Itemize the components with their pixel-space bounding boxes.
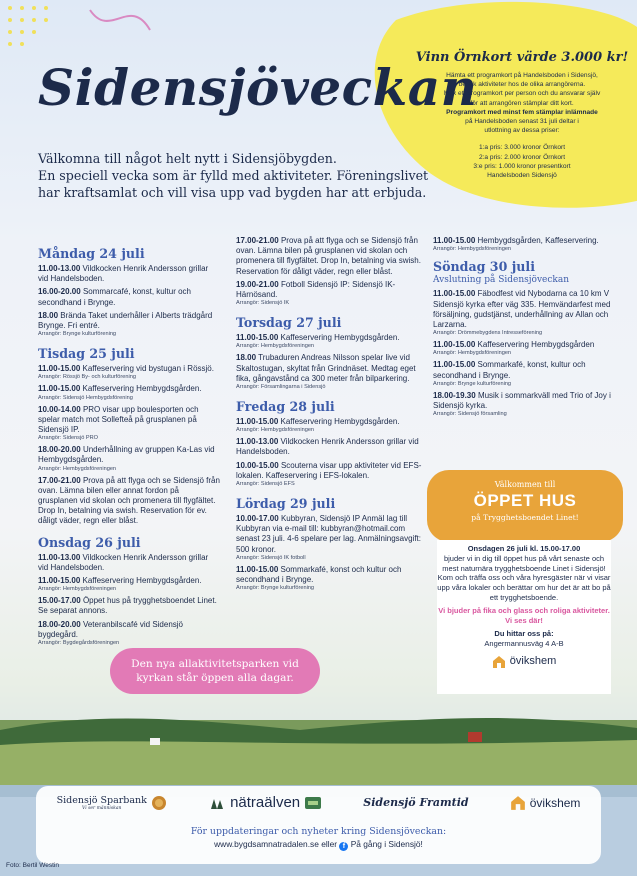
schedule-column-2 bbox=[236, 236, 422, 595]
open-house-find-label: Du hittar oss på: bbox=[494, 629, 554, 639]
event-organizer: Arrangör: Sidensjö Hembygdsförening bbox=[38, 394, 133, 401]
event-time: 11.00-15.00 bbox=[433, 360, 476, 370]
event-text: Trubaduren Andreas Nilsson spelar live vid Skaltostugan, skyltat från Grindnäset. Medtag eget fika, gångavstånd ca 300 meter från bilparkering. bbox=[236, 353, 416, 383]
event-item bbox=[433, 236, 617, 253]
event-item bbox=[38, 445, 220, 472]
open-house-box bbox=[437, 540, 611, 694]
event-item bbox=[236, 565, 422, 592]
sparbank-emblem-icon bbox=[151, 795, 167, 811]
day-heading-friday: Fredag 28 juli bbox=[236, 399, 335, 415]
event-item bbox=[38, 364, 220, 381]
event-time: 11.00-15.00 bbox=[38, 576, 81, 586]
tree-icon bbox=[208, 797, 226, 809]
footer-update-text: För uppdateringar och nyheter kring Sidensjöveckan: bbox=[190, 826, 447, 837]
sponsor-ovikshem bbox=[510, 795, 581, 811]
event-time: 11.00-15.00 bbox=[433, 236, 476, 245]
sponsor-natraalven bbox=[208, 794, 322, 811]
event-organizer: Arrangör: Rössjö By- och kulturförening bbox=[38, 374, 136, 381]
event-time: 18.00 bbox=[38, 310, 59, 320]
event-organizer: Arrangör: Brynge kulturförening bbox=[433, 380, 512, 387]
event-item bbox=[38, 620, 220, 647]
event-text: Hembygdsgården, Kaffeservering. bbox=[477, 236, 599, 245]
house-icon bbox=[510, 795, 526, 811]
intro-line: Välkomna till något helt nytt i Sidensjöbygden. bbox=[38, 151, 337, 166]
event-organizer: Arrangör: Hembygdsföreningen bbox=[38, 586, 117, 593]
event-text: Sommarcafé, konst, kultur och secondhand i Brynge. bbox=[38, 287, 191, 307]
contest-prizes bbox=[412, 143, 632, 180]
event-time: 11.00-13.00 bbox=[38, 552, 81, 562]
open-house-when: Onsdagen 26 juli kl. 15.00-17.00 bbox=[467, 544, 581, 553]
event-text: Kaffeservering Hembygdsgården. bbox=[280, 417, 400, 427]
open-house-subtitle: på Trygghetsboendet Linet! bbox=[471, 513, 579, 522]
footer-panel bbox=[36, 786, 601, 864]
open-house-offer: Vi bjuder på fika och glass och roliga aktiviteter. Vi ses där! bbox=[438, 605, 610, 625]
event-organizer: Arrangör: Hembygdsföreningen bbox=[38, 465, 117, 472]
event-time: 18.00-20.00 bbox=[38, 445, 81, 455]
event-item bbox=[236, 280, 422, 307]
day-heading-sunday: Söndag 30 juli bbox=[433, 259, 535, 275]
anniversary-badge-icon bbox=[304, 796, 322, 810]
prize-line: 1:a pris: 3.000 kronor Örnkort bbox=[478, 144, 566, 152]
footer-links bbox=[36, 839, 601, 851]
schedule-column-3 bbox=[433, 236, 617, 421]
event-text: Kubbyran, Sidensjö IP Anmäl lag till Kubbyran via e-mail till: kubbyran@hotmail.com senast 23 juli. 4-6 spelare per lag. Anmälningsavgift: 500 kronor. bbox=[236, 514, 421, 554]
event-text: Kaffeservering Hembygdsgården. bbox=[82, 576, 202, 586]
event-text: Prova på att flyga och se Sidensjö från ovan. Lämna bilen eller annat fordon på grusplanen vid skolan och promenera till flygfältet. Drop In, betalning via swish. Reservation för ev. dåligt väder, regn eller blåst. bbox=[38, 475, 220, 526]
event-organizer: Arrangör: Bygdegårdsföreningen bbox=[38, 640, 120, 647]
event-organizer: Arrangör: Brynge kulturförening bbox=[38, 331, 117, 338]
contest-line: på Handelsboden senast 31 juli deltar i bbox=[465, 118, 579, 126]
activity-park-bubble bbox=[110, 648, 320, 694]
day-heading-monday: Måndag 24 juli bbox=[38, 246, 145, 261]
event-time: 19.00-21.00 bbox=[236, 279, 279, 289]
contest-line: Hämta ett programkort på Handelsboden i Sidensjö, bbox=[446, 72, 598, 79]
open-house-welcome: Välkommen till bbox=[494, 480, 556, 489]
event-time: 18.00 bbox=[236, 353, 257, 363]
facebook-icon: f bbox=[339, 842, 348, 851]
event-item bbox=[38, 405, 220, 443]
sponsor-sidensjo-framtid: Sidensjö Framtid bbox=[363, 796, 469, 809]
event-text: Kaffeservering Hembygdsgården. bbox=[82, 384, 202, 394]
event-time: 15.00-17.00 bbox=[38, 596, 81, 606]
sponsor-sparbank-tagline: Vi ser människan bbox=[82, 805, 122, 811]
open-house-title: ÖPPET HUS bbox=[473, 491, 577, 510]
event-text: Vildkocken Henrik Andersson grillar vid Handelsboden. bbox=[236, 437, 419, 457]
event-time: 10.00-17.00 bbox=[236, 514, 279, 524]
event-time: 17.00-21.00 bbox=[38, 475, 81, 485]
event-text: Brända Taket underhåller i Alberts trädgård Brynge. Fri entré. bbox=[38, 310, 213, 331]
event-organizer: Arrangör: Hembygdsföreningen bbox=[433, 350, 512, 357]
event-text: Sommarkafé, konst och kultur och secondhand i Brynge. bbox=[236, 564, 402, 585]
contest-line: Programkort med minst fem stämplar inlämnade bbox=[446, 108, 598, 116]
event-organizer: Arrangör: Sidensjö PRO bbox=[38, 435, 99, 442]
event-text: Prova på att flyga och se Sidensjö från ovan. Lämna bilen på grusplanen vid skolan och promenera till flygfältet. Drop In, betalning via swish. Reservation för dåligt väder, regn eller blåst. bbox=[236, 236, 421, 276]
event-item bbox=[38, 596, 220, 616]
house-icon bbox=[492, 655, 506, 669]
open-house-badge bbox=[427, 470, 623, 542]
intro-line: har kraftsamlat och vill visa upp vad bygden har att erbjuda. bbox=[38, 185, 427, 200]
event-organizer: Arrangör: Sidensjö EFS bbox=[236, 481, 295, 488]
day-heading-tuesday: Tisdag 25 juli bbox=[38, 346, 135, 362]
event-time: 11.00-15.00 bbox=[433, 289, 476, 299]
prize-line: 2:a pris: 2.000 kronor Örnkort bbox=[478, 153, 566, 161]
intro-line: En speciell vecka som är fylld med aktiviteter. Föreningslivet bbox=[38, 168, 429, 183]
open-house-body: bjuder vi in dig till öppet hus på vårt senaste och mest naturnära trygghetsboende Linet i Sidensjö! Kom och träffa oss och våra hyresgäster när vi visar upp våra lokaler och berättar om hur det är att bo på ett trygghetsboende. bbox=[437, 553, 611, 602]
photo-credit: Foto: Bertil Westin bbox=[6, 862, 59, 869]
contest-body bbox=[412, 71, 632, 135]
event-text: Musik i sommarkväll med Trio of Joy i Sidensjö kyrka. bbox=[433, 390, 611, 411]
event-item bbox=[236, 461, 422, 488]
schedule-column-1 bbox=[38, 238, 220, 650]
event-time: 11.00-15.00 bbox=[38, 384, 81, 394]
contest-line: för att arrangören stämplar ditt kort. bbox=[470, 99, 574, 107]
day-heading-wednesday: Onsdag 26 juli bbox=[38, 534, 141, 550]
intro-text bbox=[38, 150, 438, 201]
day-subtitle-sunday: Avslutning på Sidensjöveckan bbox=[433, 275, 570, 286]
contest-line: utlottning av dessa priser: bbox=[484, 127, 560, 135]
event-time: 11.00-15.00 bbox=[236, 417, 279, 427]
event-time: 11.00-13.00 bbox=[236, 437, 279, 447]
event-time: 11.00-15.00 bbox=[433, 340, 476, 350]
ovikshem-logo bbox=[437, 655, 611, 669]
event-text: Scouterna visar upp aktiviteter vid EFS-lokalen. Kaffeservering i EFS-lokalen. bbox=[236, 460, 422, 480]
event-item bbox=[236, 514, 422, 562]
event-item bbox=[38, 287, 220, 307]
page-title: Sidensjöveckan bbox=[38, 58, 478, 117]
event-text: Fotboll Sidensjö IP: Sidensjö IK-Härnösand. bbox=[236, 279, 396, 300]
event-organizer: Arrangör: Sidensjö IK bbox=[236, 300, 290, 307]
event-time: 10.00-15.00 bbox=[236, 460, 279, 470]
event-organizer: Arrangör: Drömmebygdens Intresseförening bbox=[433, 330, 543, 337]
event-text: Kaffeservering Hembygdsgården. bbox=[280, 333, 400, 343]
day-heading-saturday: Lördag 29 juli bbox=[236, 496, 336, 512]
bubble-line: kyrkan står öppen alla dagar. bbox=[136, 672, 294, 684]
prize-line: 3:e pris: 1.000 kronor presentkort bbox=[473, 162, 571, 170]
event-time: 18.00-19.30 bbox=[433, 390, 476, 400]
event-time: 10.00-14.00 bbox=[38, 404, 81, 414]
event-time: 11.00-15.00 bbox=[236, 564, 279, 574]
event-organizer: Arrangör: Hembygdsföreningen bbox=[236, 427, 315, 434]
event-text: Underhållning av gruppen Ka-Las vid Hembygdsgården. bbox=[38, 445, 215, 465]
contest-box bbox=[412, 50, 632, 180]
event-text: PRO visar upp boulesporten och spelar match mot Sollefteå på grusplanen på Sidensjö IP. bbox=[38, 404, 199, 435]
sponsor-ovikshem-name: övikshem bbox=[529, 795, 581, 810]
event-item bbox=[433, 289, 617, 337]
event-item bbox=[433, 340, 617, 357]
event-item bbox=[38, 311, 220, 338]
event-text: Kaffeservering Hembygdsgården bbox=[477, 340, 595, 350]
sponsor-row bbox=[36, 794, 601, 811]
event-text: Kaffeservering vid bystugan i Rössjö. bbox=[82, 364, 214, 374]
sponsor-natraalven-name: nätraälven bbox=[230, 794, 301, 811]
contest-title: Vinn Örnkort värde 3.000 kr! bbox=[415, 50, 629, 65]
event-organizer: Arrangör: Sidensjö IK fotboll bbox=[236, 554, 306, 561]
event-organizer: Arrangör: Hembygdsföreningen bbox=[433, 246, 512, 253]
event-time: 16.00-20.00 bbox=[38, 287, 81, 297]
sponsor-sparbank-name: Sidensjö Sparbank bbox=[56, 794, 147, 806]
event-item bbox=[38, 384, 220, 401]
event-item bbox=[433, 360, 617, 387]
event-time: 11.00-15.00 bbox=[236, 333, 279, 343]
contest-line: besök aktiviteter hos de olika arrangörerna. bbox=[458, 81, 586, 89]
event-item bbox=[38, 264, 220, 284]
ovikshem-logo-text: övikshem bbox=[509, 655, 557, 668]
event-text: Vildkocken Henrik Andersson grillar vid Handelsboden. bbox=[38, 264, 209, 284]
event-time: 11.00-13.00 bbox=[38, 264, 81, 273]
event-organizer: Arrangör: Brynge kulturförening bbox=[236, 585, 315, 592]
event-time: 17.00-21.00 bbox=[236, 236, 279, 245]
event-item bbox=[236, 417, 422, 434]
event-item bbox=[38, 476, 220, 527]
event-text: Sommarkafé, konst, kultur och secondhand i Brynge. bbox=[433, 360, 586, 380]
event-item bbox=[236, 353, 422, 391]
event-item bbox=[38, 553, 220, 573]
event-text: Fäbodfest vid Nybodarna ca 10 km V Sidensjö kyrka efter väg 335. Hemvändarfest med försäljning, gudstjänst, underhållning av Allan och Larzarna. bbox=[433, 289, 611, 330]
event-text: Öppet hus på trygghetsboendet Linet. Se separat annons. bbox=[38, 596, 217, 616]
day-heading-thursday: Torsdag 27 juli bbox=[236, 315, 342, 331]
event-organizer: Arrangör: Församlingarna i Sidensjö bbox=[236, 384, 326, 391]
event-item bbox=[433, 391, 617, 418]
event-organizer: Arrangör: Sidensjö församling bbox=[433, 411, 507, 418]
event-item bbox=[236, 236, 422, 277]
contest-line: Max ett programkort per person och du ansvarar själv bbox=[443, 90, 601, 98]
event-item bbox=[38, 576, 220, 593]
event-time: 11.00-15.00 bbox=[38, 364, 81, 374]
bubble-line: Den nya allaktivitetsparken vid bbox=[131, 658, 299, 670]
footer-facebook-text[interactable]: På gång i Sidensjö! bbox=[350, 839, 423, 849]
event-time: 18.00-20.00 bbox=[38, 619, 81, 629]
event-text: Vildkocken Henrik Andersson grillar vid Handelsboden. bbox=[38, 552, 209, 572]
event-organizer: Arrangör: Hembygdsföreningen bbox=[236, 343, 315, 350]
event-text: Veteranbilscafé vid Sidensjö bygdegård. bbox=[38, 619, 183, 639]
event-item bbox=[236, 333, 422, 350]
event-item bbox=[236, 437, 422, 457]
prize-line: Handelsboden Sidensjö bbox=[487, 172, 557, 180]
sponsor-sidensjo-sparbank bbox=[57, 795, 167, 811]
footer-url[interactable]: www.bygdsamnatradalen.se eller bbox=[214, 839, 338, 849]
open-house-address: Angermannusväg 4 A-B bbox=[484, 639, 564, 649]
